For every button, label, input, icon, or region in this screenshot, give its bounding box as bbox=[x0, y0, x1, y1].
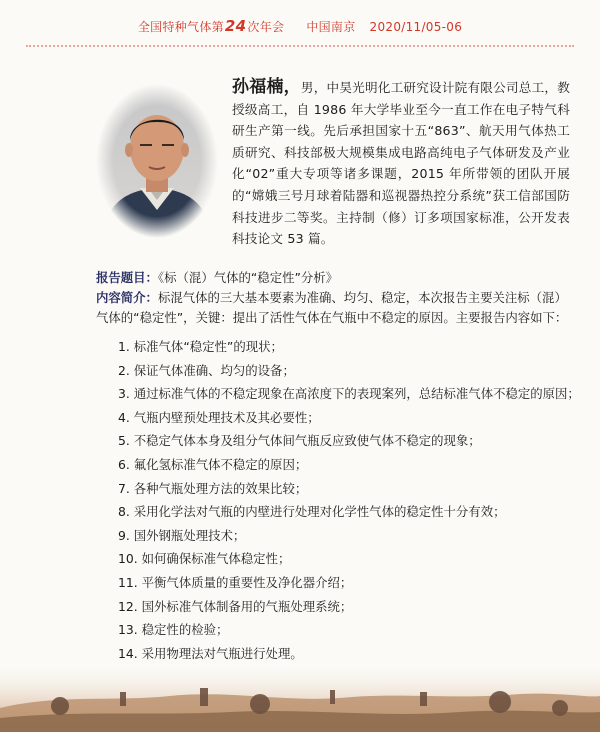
report-title: 《标（混）气体的“稳定性”分析》 bbox=[157, 270, 339, 285]
report-item: 4. 气瓶内壁预处理技术及其必要性； bbox=[118, 409, 320, 425]
conference-title-suffix: 次年会 bbox=[247, 20, 285, 34]
conference-edition-number: 24 bbox=[224, 17, 247, 35]
speaker-bio-text: 男，中昊光明化工研究设计院有限公司总工，教授级高工，自 1986 年大学毕业至今一直工作在电子特气科研生产第一线。先后承担国家十五“863”、航天用气体热工质研究、科技部极大规模集成电路高纯电子气体研发及产业化“02”重大专项等诸多课题，2015 年所带领的团队开展的“嫦娥三号月球着陆器和巡视器热控分系统”获工信部国防科技进步二等奖。主持制（修）订多项国家标准，公开发表科技论文 53 篇。 bbox=[232, 80, 570, 247]
report-item: 6. 氟化氢标准气体不稳定的原因； bbox=[118, 456, 308, 472]
conference-date: 2020/11/05-06 bbox=[369, 20, 463, 34]
speaker-portrait bbox=[96, 84, 218, 238]
report-intro-label: 内容简介： bbox=[96, 290, 158, 305]
report-item: 14. 采用物理法对气瓶进行处理。 bbox=[118, 645, 303, 661]
report-title-label: 报告题目： bbox=[96, 270, 158, 285]
report-items-list bbox=[96, 335, 580, 665]
report-item: 10. 如何确保标准气体稳定性； bbox=[118, 551, 291, 567]
speaker-bio bbox=[232, 77, 570, 250]
report-intro-text: 标混气体的三大基本要素为准确、均匀、稳定，本次报告主要关注标（混）气体的“稳定性”，关键：提出了活性气体在气瓶中不稳定的原因。主要报告内容如下： bbox=[96, 290, 568, 325]
header-divider bbox=[26, 45, 574, 47]
report-intro-line bbox=[96, 288, 568, 328]
report-item: 2. 保证气体准确、均匀的设备； bbox=[118, 362, 295, 378]
report-item: 11. 平衡气体质量的重要性及净化器介绍； bbox=[118, 574, 353, 590]
speaker-name: 孙福楠， bbox=[232, 77, 301, 97]
report-item: 3. 通过标准气体的不稳定现象在高浓度下的表现案列，总结标准气体不稳定的原因； bbox=[118, 386, 580, 402]
page-header bbox=[0, 17, 600, 35]
report-item: 7. 各种气瓶处理方法的效果比较； bbox=[118, 480, 308, 496]
report-item: 5. 不稳定气体本身及组分气体间气瓶反应致使气体不稳定的现象； bbox=[118, 433, 481, 449]
report-section bbox=[96, 268, 580, 665]
report-item: 9. 国外钢瓶处理技术； bbox=[118, 527, 246, 543]
report-item: 1. 标准气体“稳定性”的现状； bbox=[118, 339, 283, 354]
report-title-line bbox=[96, 268, 568, 288]
conference-location: 中国南京 bbox=[306, 20, 356, 34]
conference-title-prefix: 全国特种气体第 bbox=[137, 20, 224, 34]
landscape-footer-art bbox=[0, 662, 600, 732]
report-item: 12. 国外标准气体制备用的气瓶处理系统； bbox=[118, 598, 353, 614]
report-item: 8. 采用化学法对气瓶的内壁进行处理对化学性气体的稳定性十分有效； bbox=[118, 504, 506, 520]
report-item: 13. 稳定性的检验； bbox=[118, 622, 229, 638]
